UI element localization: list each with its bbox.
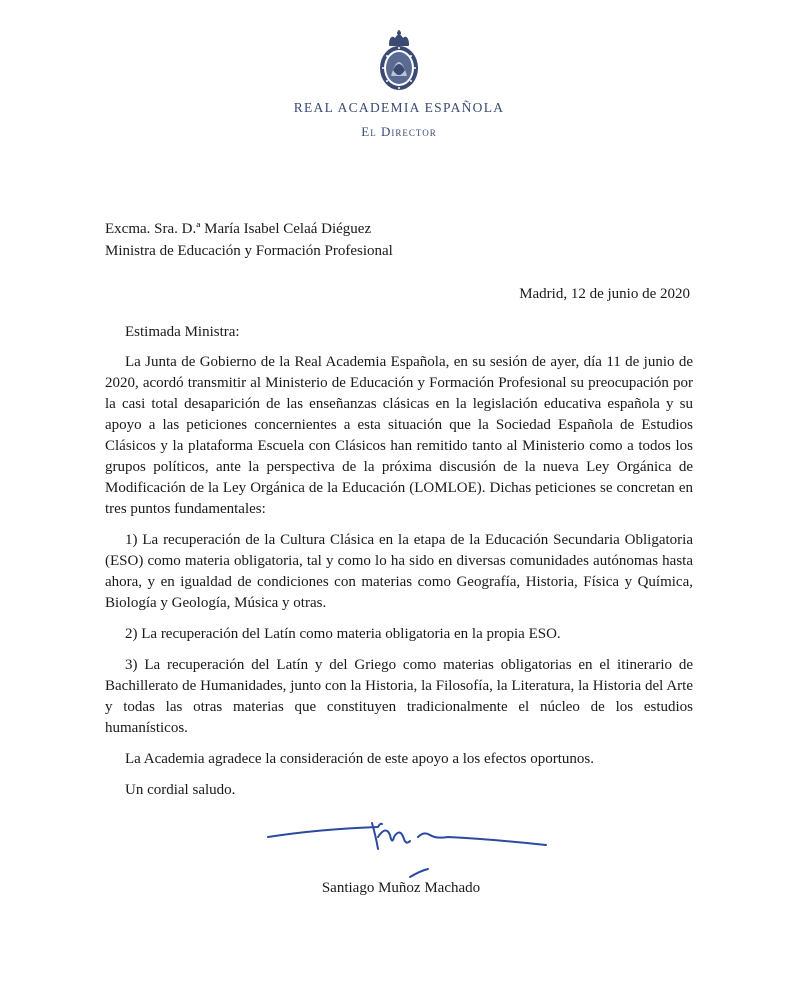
- recipient-name: Excma. Sra. D.ª María Isabel Celaá Diéguez: [105, 221, 372, 237]
- body-paragraph: 3) La recuperación del Latín y del Griego como materias obligatorias en el itinerario de Bachillerato de Humanidades, junto con la Historia, la Filosofía, la Literatura, la Historia del Arte y todas las otras materias que constituyen tradicionalmente el núcleo de los estudios humanísticos.: [105, 657, 693, 736]
- body-paragraph: La Academia agradece la consideración de este apoyo a los efectos oportunos.: [125, 751, 594, 767]
- body-paragraph: 2) La recuperación del Latín como materia obligatoria en la propia ESO.: [125, 626, 561, 642]
- office-title: El Director: [361, 124, 437, 139]
- signer-name: Santiago Muñoz Machado: [321, 880, 481, 896]
- recipient-block: [105, 218, 393, 262]
- greeting: Estimada Ministra:: [125, 324, 240, 340]
- organization-name: REAL ACADEMIA ESPAÑOLA: [293, 100, 505, 115]
- handwritten-signature: [260, 815, 560, 885]
- academy-seal-logo: [377, 30, 421, 94]
- recipient-title: Ministra de Educación y Formación Profesional: [105, 243, 393, 259]
- letter-date: Madrid, 12 de junio de 2020: [519, 286, 690, 302]
- body-paragraph: 1) La recuperación de la Cultura Clásica en la etapa de la Educación Secundaria Obligatoria (ESO) como materia obligatoria, tal y como lo ha sido en diversas comunidades autónomas hasta ahora, y en igualdad de condiciones con materias como Geografía, Historia, Física y Química, Biología y Geología, Música y otras.: [105, 532, 693, 611]
- closing: Un cordial saludo.: [125, 782, 236, 798]
- body-paragraph: La Junta de Gobierno de la Real Academia Española, en su sesión de ayer, día 11 de junio de 2020, acordó transmitir al Ministerio de Educación y Formación Profesional su preocupación por la casi total desaparición de las enseñanzas clásicas en la legislación educativa española y su apoyo a las peticiones concernientes a esta situación que la Sociedad Española de Estudios Clásicos y la plataforma Escuela con Clásicos han remitido tanto al Ministerio como a todos los grupos políticos, ante la perspectiva de la próxima discusión de la nueva Ley Orgánica de Modificación de la Ley Orgánica de la Educación (LOMLOE). Dichas peticiones se concretan en tres puntos fundamentales:: [105, 354, 693, 517]
- letterhead: [0, 30, 798, 140]
- letter-body: [105, 322, 693, 811]
